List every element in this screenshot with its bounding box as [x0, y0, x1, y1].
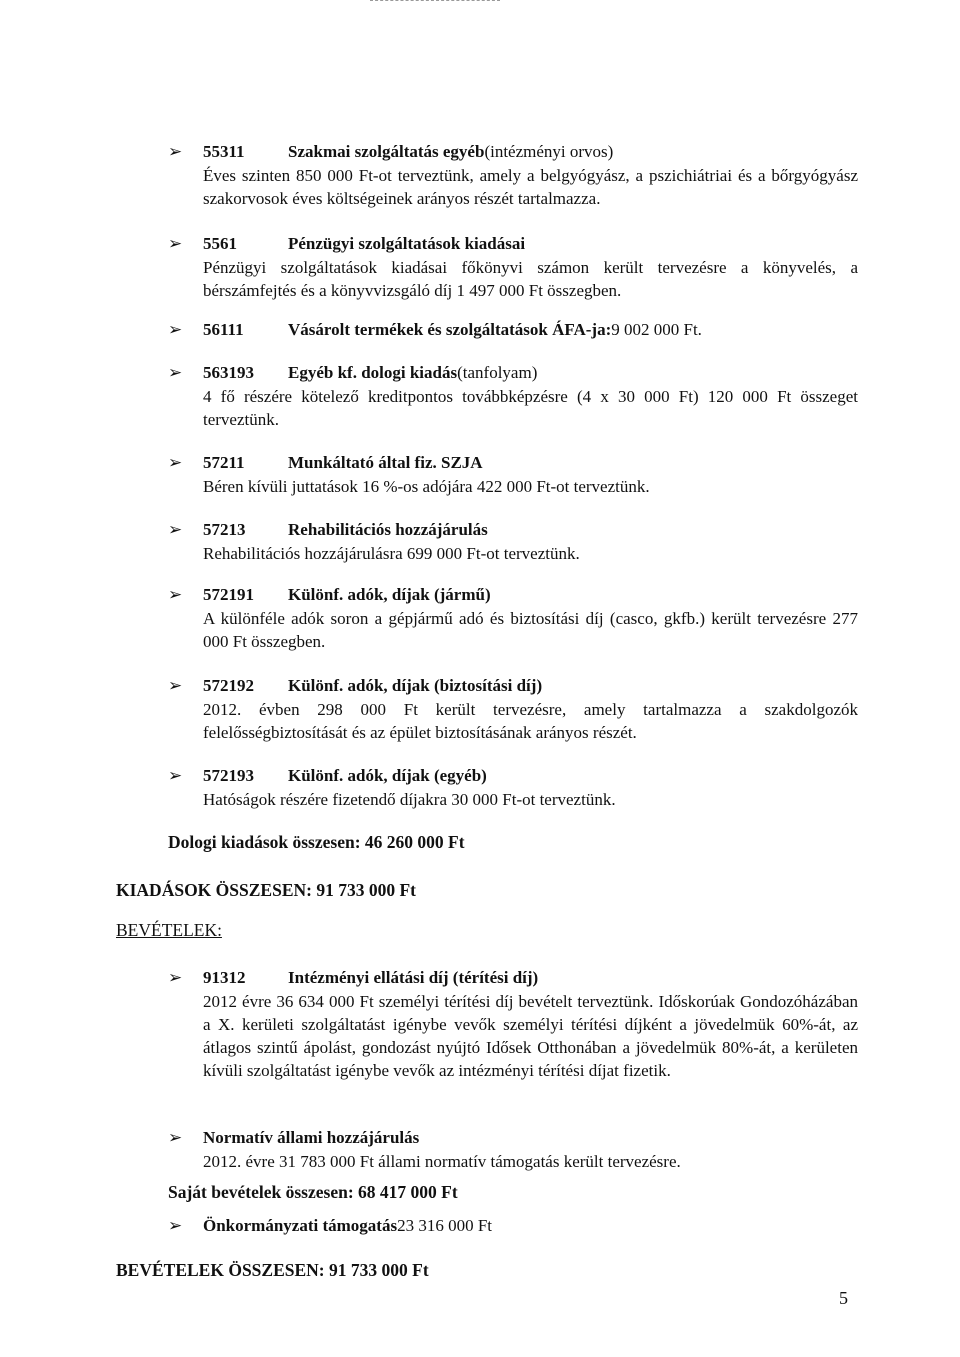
item-body: Rehabilitációs hozzájárulásra 699 000 Ft-ot terveztünk. [203, 544, 580, 563]
item-title: Különf. adók, díjak (jármű) [288, 585, 491, 604]
item-code: 91312 [203, 968, 246, 987]
arrow-bullet-icon: ➢ [168, 585, 183, 605]
item-title: Különf. adók, díjak (egyéb) [288, 766, 487, 785]
item-title: Egyéb kf. dologi kiadás [288, 363, 458, 382]
arrow-bullet-icon: ➢ [168, 968, 183, 988]
page-number: 5 [839, 1288, 848, 1308]
bevetelek-heading: BEVÉTELEK: [116, 920, 222, 940]
item-body: 2012 évre 36 634 000 Ft személyi térítési díj bevételt terveztünk. Időskorúak Gondozóházában a X. kerületi szolgáltatást igénybe vevők személyi térítési díjként a jövedelmük 60%-át, az átlagos szintű ápolást, gondozást nyújtó Idősek Otthonában a jövedelmük 80%-át, a kerületen kívüli szolgáltatást igénybe vevők az intézményi térítési díjat fizetik. [203, 992, 858, 1080]
item-572192 [168, 674, 858, 744]
arrow-bullet-icon: ➢ [168, 320, 183, 340]
bevetelek-total: BEVÉTELEK ÖSSZESEN: 91 733 000 Ft [116, 1260, 429, 1280]
item-57213 [168, 518, 858, 565]
item-code: 572193 [203, 766, 254, 785]
item-body: Hatóságok részére fizetendő díjakra 30 000 Ft-ot terveztünk. [203, 790, 616, 809]
item-onkormanyzati [168, 1214, 858, 1238]
item-code: 57211 [203, 453, 245, 472]
item-code: 56111 [203, 320, 244, 339]
scan-artifact-line [370, 0, 500, 3]
item-title-rest: (tanfolyam) [457, 363, 538, 382]
item-code: 563193 [203, 363, 254, 382]
item-title: Különf. adók, díjak (biztosítási díj) [288, 676, 543, 695]
item-title: Normatív állami hozzájárulás [203, 1128, 420, 1147]
arrow-bullet-icon: ➢ [168, 234, 183, 254]
item-body: 2012. évben 298 000 Ft került tervezésre, amely tartalmazza a szakdolgozók felelősségbiztosítását és az épület biztosításának arányos részét. [203, 700, 858, 742]
item-56111 [168, 318, 858, 342]
item-563193 [168, 361, 858, 431]
item-body: Pénzügyi szolgáltatások kiadásai főkönyvi számon került tervezésre a könyvelés, a bérszámfejtés és a könyvvizsgáló díj 1 497 000 Ft összegben. [203, 258, 858, 300]
item-title: Rehabilitációs hozzájárulás [288, 520, 488, 539]
item-57211 [168, 451, 858, 498]
item-body: A különféle adók soron a gépjármű adó és biztosítási díj (casco, gkfb.) került tervezésre 277 000 Ft összegben. [203, 609, 858, 651]
item-title: Munkáltató által fiz. SZJA [288, 453, 483, 472]
sajat-total: Saját bevételek összesen: 68 417 000 Ft [168, 1182, 458, 1202]
arrow-bullet-icon: ➢ [168, 1128, 183, 1148]
item-code: 57213 [203, 520, 246, 539]
item-body: 2012. évre 31 783 000 Ft állami normatív támogatás került tervezésre. [203, 1152, 681, 1171]
arrow-bullet-icon: ➢ [168, 142, 183, 162]
item-title: Pénzügyi szolgáltatások kiadásai [288, 234, 526, 253]
item-91312 [168, 966, 858, 1082]
item-body: 4 fő részére kötelező kreditpontos továbbképzésre (4 x 30 000 Ft) 120 000 Ft összeget terveztünk. [203, 387, 858, 429]
item-code: 5561 [203, 234, 237, 253]
arrow-bullet-icon: ➢ [168, 676, 183, 696]
arrow-bullet-icon: ➢ [168, 766, 183, 786]
item-572193 [168, 764, 858, 811]
arrow-bullet-icon: ➢ [168, 520, 183, 540]
item-title: Önkormányzati támogatás [203, 1216, 398, 1235]
item-title: Vásárolt termékek és szolgáltatások ÁFA-ja: [288, 320, 612, 339]
item-title-rest: (intézményi orvos) [484, 142, 614, 161]
dologi-total: Dologi kiadások összesen: 46 260 000 Ft [168, 832, 465, 852]
arrow-bullet-icon: ➢ [168, 453, 183, 473]
item-title: Intézményi ellátási díj (térítési díj) [288, 968, 539, 987]
kiadasok-total: KIADÁSOK ÖSSZESEN: 91 733 000 Ft [116, 880, 416, 900]
item-5561 [168, 232, 858, 302]
item-code: 572191 [203, 585, 254, 604]
item-title-rest: 9 002 000 Ft. [611, 320, 702, 339]
item-code: 572192 [203, 676, 254, 695]
item-572191 [168, 583, 858, 653]
arrow-bullet-icon: ➢ [168, 1216, 183, 1236]
arrow-bullet-icon: ➢ [168, 363, 183, 383]
item-code: 55311 [203, 142, 245, 161]
item-body: Éves szinten 850 000 Ft-ot terveztünk, amely a belgyógyász, a pszichiátriai és a bőrgyógyász szakorvosok éves költségeinek arányos részét tartalmazza. [203, 166, 858, 208]
item-title-rest: 23 316 000 Ft [397, 1216, 493, 1235]
item-normativ [168, 1126, 858, 1173]
item-55311 [168, 140, 858, 210]
item-body: Béren kívüli juttatások 16 %-os adójára 422 000 Ft-ot terveztünk. [203, 477, 650, 496]
item-title: Szakmai szolgáltatás egyéb [288, 142, 485, 161]
